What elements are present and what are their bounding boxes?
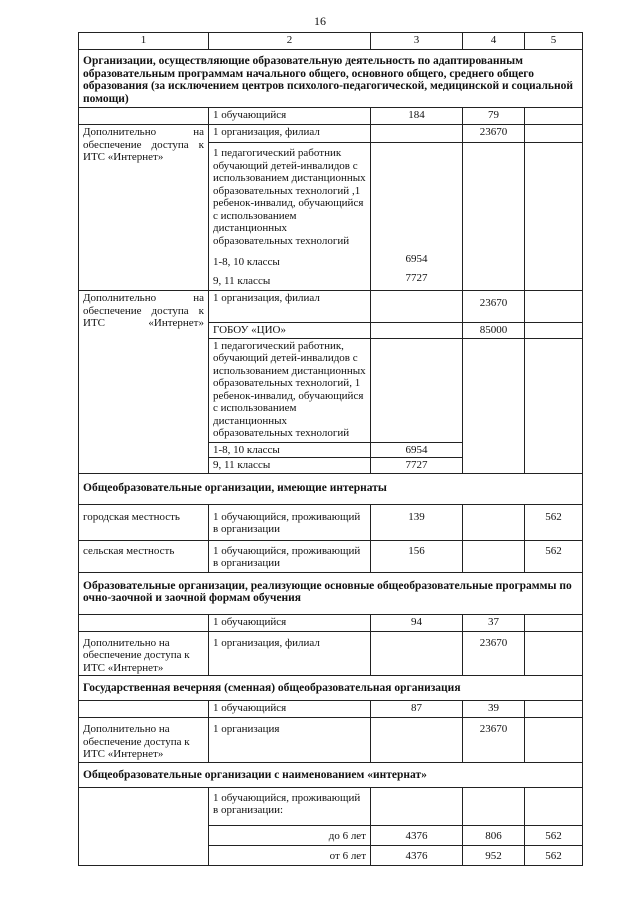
- cell: [463, 143, 525, 291]
- section-header-row: [79, 762, 583, 787]
- section-header-row: [79, 572, 583, 614]
- cell: до 6 лет: [209, 825, 371, 845]
- cell: 1-8, 10 классы: [209, 255, 371, 274]
- cell: от 6 лет: [209, 845, 371, 865]
- cell: 1 обучающийся, проживающий в организации:: [209, 787, 371, 825]
- cell: [525, 125, 583, 143]
- cell: [525, 338, 583, 473]
- cell: [371, 631, 463, 676]
- cell: 6954: [405, 253, 428, 265]
- column-number: 1: [79, 33, 209, 50]
- cell: [371, 338, 463, 442]
- cell: [79, 787, 209, 865]
- cell: 1 обучающийся, проживающий в организации: [209, 540, 371, 572]
- cell: 156: [371, 540, 463, 572]
- cell: [371, 291, 463, 323]
- cell: 9, 11 классы: [209, 274, 371, 291]
- cell: 806: [463, 825, 525, 845]
- cell: 562: [525, 540, 583, 572]
- table-row: [79, 125, 583, 143]
- cell: [525, 291, 583, 323]
- cell: Дополнительно на обеспечение доступа к ИТС «Интернет»: [79, 631, 209, 676]
- cell: 1 организация: [209, 718, 371, 763]
- table-row: [79, 108, 583, 125]
- section-title: Государственная вечерняя (сменная) общеобразовательная организация: [79, 676, 583, 701]
- cell: 39: [463, 701, 525, 718]
- cell: 4376: [371, 845, 463, 865]
- cell: 1 обучающийся, проживающий в организации: [209, 504, 371, 540]
- column-number: 3: [371, 33, 463, 50]
- section-header-row: [79, 50, 583, 108]
- cell: Дополнительно на обеспечение доступа к ИТС «Интернет»: [79, 125, 209, 291]
- cell: 23670: [463, 718, 525, 763]
- section-title: Общеобразовательные организации с наименованием «интернат»: [79, 762, 583, 787]
- cell: 1 организация, филиал: [209, 631, 371, 676]
- section-header-row: [79, 473, 583, 504]
- column-number-row: [79, 33, 583, 50]
- cell: 1-8, 10 классы: [209, 442, 371, 458]
- section-title: Организации, осуществляющие образовательную деятельность по адаптированным образовательным программам начального общего, основного общего, среднего общего образования (за исключением центров психолого-педагогической, медицинской и социальной помощи): [79, 50, 583, 108]
- table-row: [79, 718, 583, 763]
- page-number: 16: [314, 14, 326, 28]
- cell: [525, 323, 583, 339]
- cell: 4376: [371, 825, 463, 845]
- cell: 79: [463, 108, 525, 125]
- cell: [79, 108, 209, 125]
- table-row: [79, 787, 583, 825]
- column-number: 4: [463, 33, 525, 50]
- cell: 1 педагогический работник обучающий детей-инвалидов с использованием дистанционных образовательных технологий ,1 ребенок-инвалид, обучающийся с использованием дистанционных образовательных технологий: [209, 143, 371, 255]
- cell: [525, 614, 583, 631]
- cell: [525, 108, 583, 125]
- cell: 952: [463, 845, 525, 865]
- section-title: Общеобразовательные организации, имеющие интернаты: [79, 473, 583, 504]
- cell: городская местность: [79, 504, 209, 540]
- cell: [525, 631, 583, 676]
- cell: 1 организация, филиал: [209, 291, 371, 323]
- cell: 9, 11 классы: [209, 458, 371, 474]
- cell: [79, 614, 209, 631]
- table-row: [79, 504, 583, 540]
- cell: 85000: [463, 323, 525, 339]
- cell: 1 обучающийся: [209, 108, 371, 125]
- cell: [525, 143, 583, 291]
- norms-table: [78, 32, 583, 866]
- column-number: 5: [525, 33, 583, 50]
- cell: [525, 787, 583, 825]
- cell: 6954: [371, 442, 463, 458]
- cell: 1 обучающийся: [209, 614, 371, 631]
- cell: 139: [371, 504, 463, 540]
- section-header-row: [79, 676, 583, 701]
- cell: сельская местность: [79, 540, 209, 572]
- cell: 1 обучающийся: [209, 701, 371, 718]
- table-row: [79, 631, 583, 676]
- cell: [371, 323, 463, 339]
- cell: [525, 701, 583, 718]
- cell: 184: [371, 108, 463, 125]
- cell: 562: [525, 504, 583, 540]
- cell: [525, 718, 583, 763]
- cell: 23670: [463, 125, 525, 143]
- table-row: [79, 614, 583, 631]
- cell: [371, 718, 463, 763]
- cell: 562: [525, 825, 583, 845]
- cell: [79, 701, 209, 718]
- cell: [463, 338, 525, 473]
- cell: ГОБОУ «ЦИО»: [209, 323, 371, 339]
- cell: 1 организация, филиал: [209, 125, 371, 143]
- cell: 37: [463, 614, 525, 631]
- cell: Дополнительно на обеспечение доступа к ИТС «Интернет»: [79, 291, 209, 474]
- cell: 1 педагогический работник, обучающий детей-инвалидов с использованием дистанционных образовательных технологий, 1 ребенок-инвалид, обучающийся с использованием дистанционных образовательных технологий: [209, 338, 371, 442]
- table-row: [79, 540, 583, 572]
- cell: 7727: [405, 272, 428, 284]
- cell: 23670: [463, 291, 525, 323]
- cell: Дополнительно на обеспечение доступа к ИТС «Интернет»: [79, 718, 209, 763]
- cell: 562: [525, 845, 583, 865]
- cell: 23670: [463, 631, 525, 676]
- cell: [463, 787, 525, 825]
- cell: [463, 540, 525, 572]
- section-title: Образовательные организации, реализующие основные общеобразовательные программы по очно-заочной и заочной формам обучения: [79, 572, 583, 614]
- cell: [463, 504, 525, 540]
- cell: [371, 787, 463, 825]
- column-number: 2: [209, 33, 371, 50]
- cell: 87: [371, 701, 463, 718]
- cell: 94: [371, 614, 463, 631]
- cell: 7727: [371, 458, 463, 474]
- table-row: [79, 291, 583, 323]
- table-row: [79, 701, 583, 718]
- cell: [371, 125, 463, 143]
